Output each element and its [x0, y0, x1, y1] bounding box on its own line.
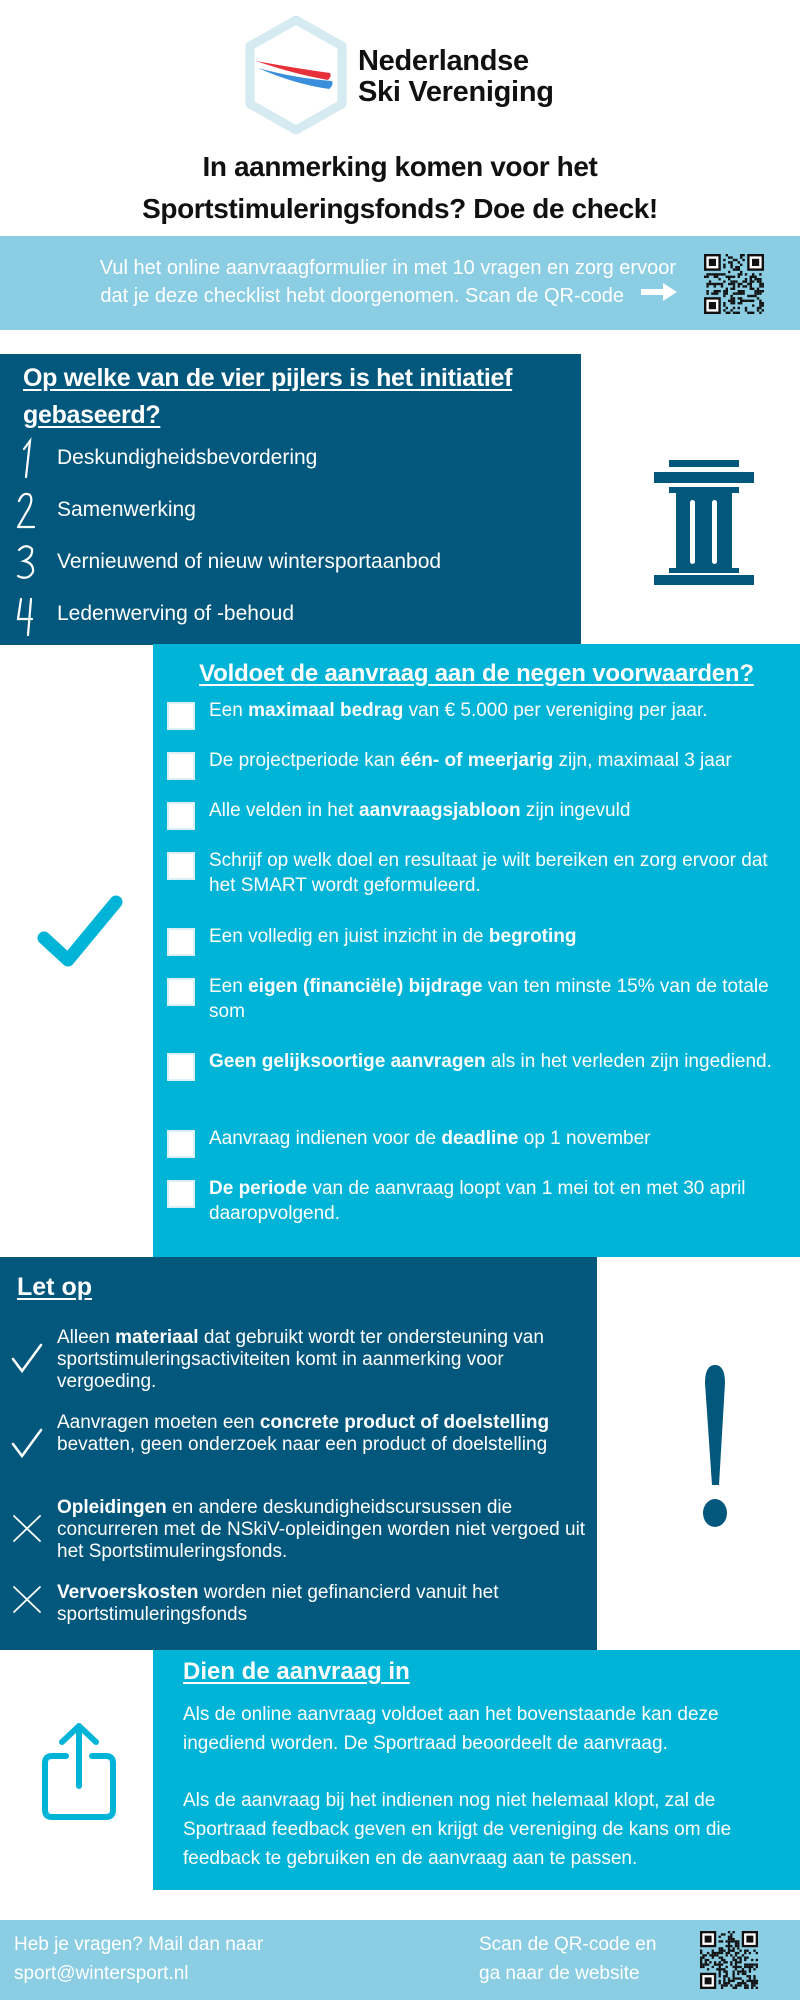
- submit-paragraph: Als de online aanvraag voldoet aan het bovenstaande kan deze ingediend worden. De Sportraad beoordeelt de aanvraag.: [183, 1704, 719, 1754]
- condition-text: [209, 698, 794, 723]
- condition-checkbox[interactable]: [167, 978, 195, 1006]
- emphasis-text: deadline: [441, 1128, 519, 1149]
- emphasis-text: begroting: [488, 926, 577, 947]
- submit-paragraph: Als de aanvraag bij het indienen nog niet helemaal klopt, zal de Sportraad feedback geven en krijgt de vereniging de kans om die feedback te gebruiken en de aanvraag aan te passen.: [183, 1790, 732, 1869]
- body-text: Een volledig en juist inzicht in de: [209, 926, 489, 947]
- body-text: zijn, maximaal 3 jaar: [553, 750, 732, 771]
- body-text: als in het verleden zijn ingediend.: [485, 1051, 772, 1072]
- body-text: zijn ingevuld: [520, 800, 631, 821]
- condition-checkbox[interactable]: [167, 752, 195, 780]
- body-text: en andere deskundigheidscursussen die concurreren met de NSkiV-opleidingen worden niet vergoed uit het Sportstimuleringsfonds.: [57, 1497, 586, 1562]
- conditions-title: Voldoet de aanvraag aan de negen voorwaarden?: [199, 660, 754, 687]
- checkmark-icon: [34, 888, 124, 978]
- number-4-icon: [14, 593, 38, 637]
- emphasis-text: materiaal: [115, 1327, 199, 1348]
- intro-banner: [0, 236, 800, 330]
- number-3-icon: [14, 541, 38, 585]
- number-2-icon: [14, 489, 38, 533]
- page-title-line2: Sportstimuleringsfonds? Doe de check!: [142, 193, 658, 224]
- check-icon: [10, 1426, 44, 1460]
- pillar-item: [14, 489, 574, 533]
- condition-checkbox[interactable]: [167, 1180, 195, 1208]
- footer-qr-line2: ga naar de website: [479, 1963, 640, 1984]
- body-text: van € 5.000 per vereniging per jaar.: [403, 700, 708, 721]
- logo-ski-icon: [244, 16, 348, 134]
- brand-name: [358, 46, 554, 108]
- number-1-icon: [14, 437, 38, 481]
- emphasis-text: De periode: [209, 1178, 308, 1199]
- body-text: Schrijf op welk doel en resultaat je wilt bereiken en zorg ervoor dat het SMART wordt geformuleerd.: [209, 850, 768, 896]
- body-text: Aanvragen moeten een: [57, 1412, 260, 1433]
- condition-checkbox[interactable]: [167, 1130, 195, 1158]
- exclamation-icon: [695, 1365, 735, 1535]
- body-text: worden niet gefinancierd vanuit het sportstimuleringsfonds: [57, 1582, 499, 1625]
- body-text: dat gebruikt wordt ter ondersteuning van sportstimuleringsactiviteiten komt in aanmerking voor vergoeding.: [57, 1327, 544, 1392]
- condition-text: [209, 748, 794, 773]
- footer: [0, 1920, 800, 2000]
- pillar-item: [14, 437, 574, 481]
- condition-checkbox[interactable]: [167, 802, 195, 830]
- pillar-column-icon: [654, 460, 754, 585]
- emphasis-text: maximaal bedrag: [248, 700, 404, 721]
- page-title-line1: In aanmerking komen voor het: [202, 151, 598, 182]
- body-text: Alleen: [57, 1327, 116, 1348]
- condition-checkbox[interactable]: [167, 852, 195, 880]
- note-text: [57, 1582, 597, 1626]
- body-text: Aanvraag indienen voor de: [209, 1128, 442, 1149]
- emphasis-text: aanvraagsjabloon: [359, 800, 521, 821]
- emphasis-text: Vervoerskosten: [57, 1582, 199, 1603]
- footer-qr-text: [479, 1930, 656, 1988]
- note-text: [57, 1327, 597, 1393]
- condition-text: [209, 974, 794, 1024]
- footer-contact: [14, 1930, 263, 1988]
- notes-title: Let op: [17, 1273, 92, 1301]
- pillar-label: Ledenwerving of -behoud: [57, 602, 295, 625]
- body-text: De projectperiode kan: [209, 750, 401, 771]
- condition-text: [209, 848, 794, 898]
- pillar-label: Samenwerking: [57, 498, 196, 521]
- condition-text: [209, 1126, 794, 1151]
- intro-text: [0, 254, 690, 310]
- body-text: bevatten, geen onderzoek naar een product of doelstelling: [57, 1434, 548, 1455]
- check-icon: [10, 1341, 44, 1375]
- intro-line1: Vul het online aanvraagformulier in met 10 vragen en zorg ervoor: [99, 257, 676, 279]
- body-text: op 1 november: [518, 1128, 651, 1149]
- pillars-panel: [0, 354, 581, 645]
- conditions-panel: [153, 644, 800, 1257]
- pillars-title: Op welke van de vier pijlers is het initiatief gebaseerd?: [23, 364, 513, 429]
- intro-line2: dat je deze checklist hebt doorgenomen. Scan de QR-code: [100, 285, 624, 307]
- notes-panel: [0, 1257, 597, 1650]
- submit-title: Dien de aanvraag in: [183, 1658, 410, 1685]
- pillar-label: Vernieuwend of nieuw wintersportaanbod: [57, 550, 442, 573]
- condition-text: [209, 1049, 794, 1074]
- emphasis-text: één- of meerjarig: [400, 750, 554, 771]
- emphasis-text: concrete product of doelstelling: [259, 1412, 550, 1433]
- qr-code-icon[interactable]: [700, 1931, 758, 1989]
- body-text: Een: [209, 700, 249, 721]
- body-text: Een: [209, 976, 249, 997]
- arrow-right-icon: [641, 283, 677, 301]
- submit-panel: [153, 1650, 800, 1890]
- pillar-item: [14, 541, 574, 585]
- condition-text: [209, 1176, 794, 1226]
- emphasis-text: eigen (financiële) bijdrage: [248, 976, 483, 997]
- brand-logo: [244, 16, 564, 134]
- body-text: van de aanvraag loopt van 1 mei tot en met 30 april daaropvolgend.: [209, 1178, 746, 1224]
- condition-text: [209, 924, 794, 949]
- emphasis-text: Opleidingen: [57, 1497, 167, 1518]
- brand-name-line1: Nederlandse: [358, 45, 529, 77]
- emphasis-text: Geen gelijksoortige aanvragen: [209, 1051, 486, 1072]
- cross-icon: [10, 1511, 44, 1545]
- footer-contact-text: Heb je vragen? Mail dan naar: [14, 1934, 264, 1955]
- pillar-label: Deskundigheidsbevordering: [57, 446, 318, 469]
- footer-qr-line1: Scan de QR-code en: [479, 1934, 657, 1955]
- qr-code-icon[interactable]: [704, 254, 764, 314]
- brand-name-line2: Ski Vereniging: [358, 76, 554, 108]
- note-text: [57, 1497, 597, 1563]
- page-title: [0, 146, 800, 230]
- condition-checkbox[interactable]: [167, 1053, 195, 1081]
- condition-checkbox[interactable]: [167, 928, 195, 956]
- cross-icon: [10, 1582, 44, 1616]
- body-text: Alle velden in het: [209, 800, 359, 821]
- pillar-item: [14, 593, 574, 637]
- footer-email-link[interactable]: sport@wintersport.nl: [14, 1963, 189, 1984]
- body-text: van ten minste 15% van de totale som: [209, 976, 769, 1022]
- condition-text: [209, 798, 794, 823]
- note-text: [57, 1412, 597, 1456]
- condition-checkbox[interactable]: [167, 702, 195, 730]
- share-upload-icon: [38, 1722, 120, 1822]
